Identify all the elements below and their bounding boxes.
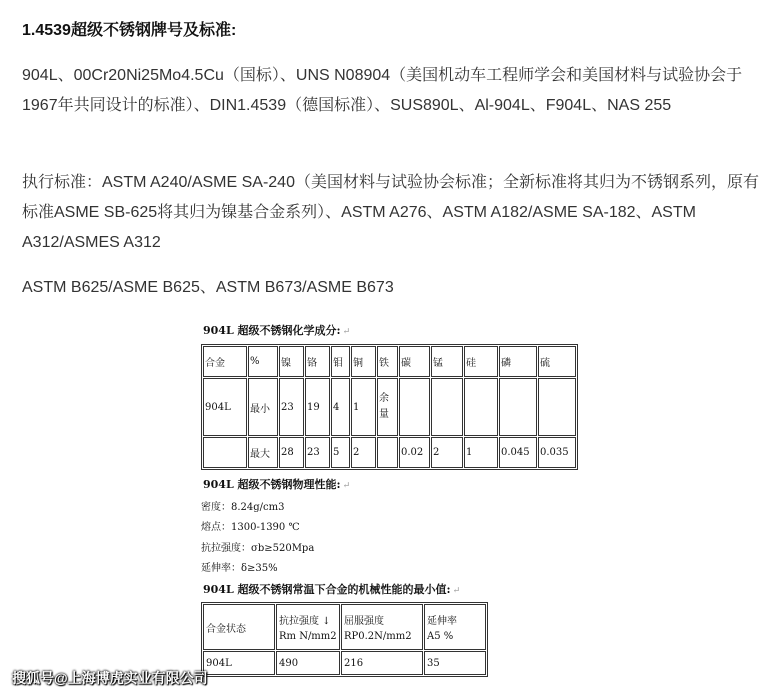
cell: 1 [464,437,498,468]
cell: 最小 [248,378,278,436]
mechanical-header-row [203,604,486,650]
cell: 余量 [377,378,398,436]
cell: 904L [203,378,247,436]
composition-max-row [203,437,576,468]
cell [499,378,537,436]
header-cell: 铁 [377,346,398,377]
mechanical-table [201,602,488,677]
header-cell: 硫 [538,346,576,377]
cell: 0.02 [399,437,430,468]
cell: 28 [279,437,304,468]
cell: 4 [331,378,350,436]
header-cell: 抗拉强度 ↓ Rm N/mm2 [276,604,340,650]
header-cell: % [248,346,278,377]
cell: 216 [341,651,423,675]
cell [399,378,430,436]
header-cell: 屈服强度 RP0.2N/mm2 [341,604,423,650]
cell [377,437,398,468]
cell: 5 [331,437,350,468]
cell: 23 [279,378,304,436]
header-cell: 延伸率 A5 % [424,604,486,650]
density-text: 密度：8.24g/cm3 [201,502,285,513]
header-cell: 锰 [431,346,463,377]
cell: 490 [276,651,340,675]
header-cell: 镍 [279,346,304,377]
composition-min-row [203,378,576,436]
grade-paragraph: 904L、00Cr20Ni25Mo4.5Cu（国标）、UNS N08904（美国机动车工程师学会和美国材料与试验协会于1967年共同设计的标准）、DIN1.4539（德国标准）、SUS890L、Al-904L、F904L、NAS 255 [22,67,743,114]
source-watermark: 搜狐号@上海博虎实业有限公司 [12,670,208,686]
melting-point-text: 熔点：1300-1390 ℃ [201,522,300,533]
standard-paragraph: 执行标准：ASTM A240/ASME SA-240（美国材料与试验协会标准；全新标准将其归为不锈钢系列，原有标准ASME SB-625将其归为镍基合金系列）、ASTM A276、ASTM A182/ASME SA-182、ASTM A312/ASMES A312 [22,174,759,251]
header-cell: 铬 [305,346,330,377]
cell: 35 [424,651,486,675]
physical-title: 904L 超级不锈钢物理性能: ↵ [203,478,351,491]
article-heading: 1.4539超级不锈钢牌号及标准: [22,22,237,39]
composition-header-row [203,346,576,377]
header-cell: 钼 [331,346,350,377]
cell: 0.035 [538,437,576,468]
cell: 23 [305,437,330,468]
cell: 2 [431,437,463,468]
cell [203,437,247,468]
elongation-text: 延伸率：δ≥35% [201,563,278,574]
cell [464,378,498,436]
mechanical-title: 904L 超级不锈钢常温下合金的机械性能的最小值: ↵ [203,583,461,596]
standard-list-paragraph: ASTM B625/ASME B625、ASTM B673/ASME B673 [22,279,394,296]
header-cell: 合金状态 [203,604,275,650]
cell [538,378,576,436]
header-cell: 硅 [464,346,498,377]
header-cell: 碳 [399,346,430,377]
header-cell: 铜 [351,346,376,377]
mechanical-value-row [203,651,486,675]
cell [431,378,463,436]
tensile-strength-text: 抗拉强度：σb≥520Mpa [201,543,315,554]
cell: 2 [351,437,376,468]
cell: 最大 [248,437,278,468]
cell: 0.045 [499,437,537,468]
cell: 19 [305,378,330,436]
cell: 904L [203,651,275,675]
header-cell: 磷 [499,346,537,377]
spec-image [197,318,595,693]
composition-table [201,344,578,470]
cell: 1 [351,378,376,436]
composition-title: 904L 超级不锈钢化学成分: ↵ [203,324,351,337]
header-cell: 合金 [203,346,247,377]
